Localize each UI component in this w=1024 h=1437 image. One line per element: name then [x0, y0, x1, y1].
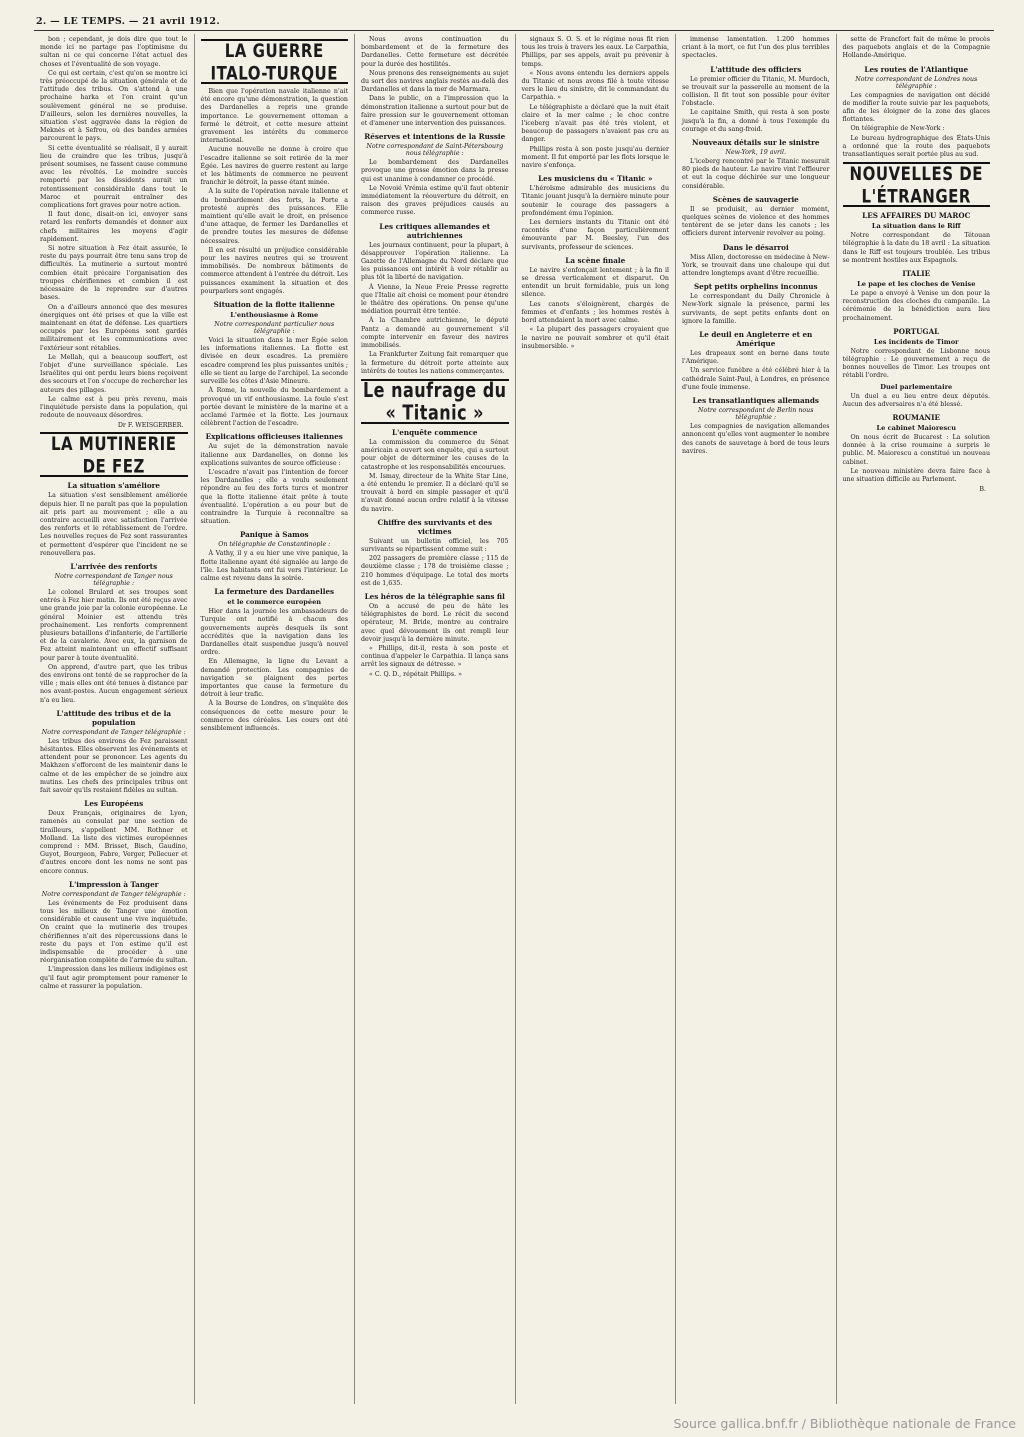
paragraph: Bien que l'opération navale italienne n'ait été encore qu'une démonstration, la question des Dardanelles a repris une grande importance. Le gouvernement ottoman a fermé le détroit, et cette mesure atteint gravement les intérêts du commerce international.	[200, 88, 348, 145]
section-subhead: Dans le désarroi	[722, 242, 789, 252]
section-subhead: La situation s'améliore	[67, 481, 160, 491]
article-headline	[40, 432, 188, 477]
section-subhead: Les routes de l'Atlantique	[864, 64, 969, 74]
paragraph: L'escadre n'avait pas l'intention de forcer les Dardanelles ; elle a voulu seulement répondre au feu des forts turcs et montrer que la flotte italienne était prête à toute éventualité. L'opération a eu pour but de contraindre la Turquie à reconnaître sa situation.	[200, 468, 348, 526]
paragraph: Nous avons continuation du bombardement et de la fermeture des Dardanelles. Cette fermeture est décrétée pour la durée des hostilités.	[361, 36, 509, 68]
paragraph: Les événements de Fez produisent dans tous les milieux de Tanger une émotion considérable et causent une vive inquiétude. On craint que la mutinerie des troupes chérifiennes n'ait des répercussions dans le reste du pays et l'on estime qu'il est indispensable de procéder à une réorganisation complète de l'armée du sultan.	[40, 899, 188, 965]
paragraph: Le télégraphiste a déclaré que la nuit était claire et la mer calme ; le choc contre l'iceberg n'avait pas été très violent, et beaucoup de passagers n'avaient pas cru au danger.	[521, 103, 669, 144]
section-subhead: Les critiques allemandes et autrichiennes	[379, 221, 491, 240]
paragraph: Le bureau hydrographique des États-Unis a ordonné que la route des paquebots transatlantiques serait portée plus au sud.	[842, 134, 990, 159]
section-subhead: Les héros de la télégraphie sans fil	[364, 591, 505, 601]
column-5	[676, 34, 837, 1404]
paragraph: On a d'ailleurs annoncé que des mesures énergiques ont été prises et que la ville est maintenant en état de défense. Les quartiers occupés par les Européens sont gardés militairement et les communications avec l'extérieur sont rétablies.	[40, 303, 188, 352]
column-1	[34, 34, 195, 1404]
section-subhead: Panique à Samos	[239, 530, 309, 540]
columns	[34, 34, 996, 1404]
paragraph: Aucune nouvelle ne donne à croire que l'escadre italienne se soit retirée de la mer Égée. Les navires de guerre restent au large et les bâtiments de commerce ne peuvent franchir le détroit, la passe étant minée.	[200, 146, 348, 187]
paragraph: M. Ismay, directeur de la White Star Line, a été entendu le premier. Il a déclaré qu'il se trouvait à bord en simple passager et qu'il n'avait donné aucun ordre relatif à la vitesse du navire.	[361, 472, 509, 513]
paragraph: La situation s'est sensiblement améliorée depuis hier. Il ne paraît pas que la population ait pris part au mouvement ; elle a au contraire accueilli avec satisfaction l'arrivée des renforts et le rétablissement de l'ordre. Les nouvelles reçues de Fez sont rassurantes et permettent d'espérer que l'incident ne se renouvellera pas.	[40, 492, 188, 557]
paragraph: À Vienne, la Neue Freie Presse regrette que l'Italie ait choisi ce moment pour étendre le théâtre des opérations. On pense qu'une médiation pourrait être tentée.	[361, 283, 509, 316]
paragraph: « C. Q. D., répétait Phillips. »	[369, 670, 462, 678]
paragraph: « La plupart des passagers croyaient que le navire ne pouvait sombrer et qu'il était insubmersible. »	[521, 326, 669, 350]
section-subhead-secondary: L'enthousiasme à Rome	[230, 311, 319, 320]
section-subhead: Situation de la flotte italienne	[213, 300, 335, 310]
paragraph: Le Novoié Vrémia estime qu'il faut obtenir immédiatement la réouverture du détroit, en raison des graves préjudices causés au commerce russe.	[361, 184, 509, 217]
paragraph: Il faut donc, disait-on ici, envoyer sans retard les renforts demandés et donner aux chefs militaires les moyens d'agir rapidement.	[40, 211, 188, 243]
paragraph: Au sujet de la démonstration navale italienne aux Dardanelles, on donne les explications suivantes de source officieuse :	[200, 443, 348, 467]
dispatch-intro: New-York, 19 avril.	[725, 149, 787, 157]
column-3	[355, 34, 516, 1404]
paragraph: Les drapeaux sont en berne dans toute l'Amérique.	[682, 350, 830, 366]
section-subhead: LES AFFAIRES DU MAROC	[862, 211, 971, 221]
article-headline	[843, 162, 991, 207]
paragraph: Le colonel Brulard et ses troupes sont entrés à Fez hier matin. Ils ont été reçus avec une grande joie par la colonie européenne. Le général Moinier est attendu très prochainement. Les renforts comprennent plusieurs bataillons d'infanterie, de l'artillerie et de la cavalerie. Avec eux, la garnison de Fez atteint maintenant un effectif suffisant pour parer à toute éventualité.	[40, 588, 188, 662]
paragraph: Voici la situation dans la mer Égée selon les informations italiennes. La flotte est divisée en deux escadres. La première escadre comprend les plus puissantes unités ; elle se tient au large de l'archipel. La seconde surveille les côtes d'Asie Mineure.	[200, 337, 348, 386]
paragraph: « Phillips, dit-il, resta à son poste et continua d'appeler le Carpathia. Il lança sans arrêt les signaux de détresse. »	[361, 644, 509, 669]
dispatch-intro: Notre correspondant de Berlin nous télégraphie :	[698, 407, 814, 422]
paragraph: signaux S. O. S. et le régime nous fit rien tous les trois à travers les eaux. Le Carpathia, Phillips, par ses appels, avait pu prévenir à temps.	[521, 36, 669, 68]
section-subhead: Nouveaux détails sur le sinistre	[692, 138, 820, 148]
paragraph: On a accusé de peu de hâte les télégraphistes de bord. Le récit du second opérateur, M. Bride, montre au contraire avec quel dévouement ils ont rempli leur devoir jusqu'à la dernière minute.	[361, 602, 509, 643]
section-subhead: Les Européens	[84, 799, 144, 809]
section-subhead: La fermeture des Dardanelles	[214, 587, 335, 597]
paragraph: Le calme est à peu près revenu, mais l'inquiétude persiste dans la population, qui redoute de nouveaux désordres.	[40, 395, 188, 420]
paragraph: Ce qui est certain, c'est qu'on se montre ici très préoccupé de la situation générale et de l'attitude des tribus. On s'attend à une prochaine harka et l'on craint qu'un soulèvement général ne se produise. D'ailleurs, selon les dernières nouvelles, la situation s'est aggravée dans la région de Meknès et à Sefrou, où des bandes armées parcourent le pays.	[40, 69, 188, 143]
dispatch-intro: On télégraphie de Constantinople :	[218, 541, 331, 549]
paragraph: On apprend, d'autre part, que les tribus des environs ont tenté de se rapprocher de la ville ; mais elles ont été tenues à distance par nos avant-postes. Aucun engagement sérieux n'a eu lieu.	[40, 663, 188, 704]
section-subhead-secondary: La situation dans le Riff	[871, 222, 961, 231]
column-4	[516, 34, 677, 1404]
section-subhead-secondary: Les incidents de Timor	[873, 337, 959, 346]
paragraph: Les compagnies de navigation allemandes annoncent qu'elles vont augmenter le nombre des canots de sauvetage à bord de tous leurs navires.	[682, 423, 830, 455]
paragraph: immense lamentation. 1.200 hommes criant à la mort, ce fut l'un des plus terribles spectacles.	[682, 36, 830, 60]
paragraph: Dans le public, on a l'impression que la démonstration italienne a surtout pour but de faire pression sur le gouvernement ottoman et d'amener une intervention des puissances.	[361, 95, 509, 128]
paragraph: Il en est résulté un préjudice considérable pour les navires neutres qui se trouvent immobilisés. De nombreux bâtiments de commerce attendent à l'entrée du détroit. Les puissances examinent la situation et des pourparlers sont engagés.	[200, 246, 348, 295]
paragraph: À la Bourse de Londres, on s'inquiète des conséquences de cette mesure pour le commerce des céréales. Les cours ont été sensiblement influencés.	[200, 700, 348, 732]
article-headline	[201, 39, 349, 84]
headline-text: LA GUERRE ITALO-TURQUE	[210, 39, 338, 85]
section-subhead: L'arrivée des renforts	[70, 561, 158, 571]
section-subhead-secondary: et le commerce européen	[227, 598, 322, 607]
paragraph: Le correspondant du Daily Chronicle à New-York signale la présence, parmi les survivants, de sept petits enfants dont on ignore la famille.	[682, 293, 830, 325]
section-subhead: La scène finale	[565, 255, 626, 265]
column-2	[195, 34, 356, 1404]
headline-text: NOUVELLES DE L'ÉTRANGER	[849, 162, 983, 208]
paragraph: Les compagnies de navigation ont décidé de modifier la route suivie par les paquebots, afin de les éloigner de la zone des glaces flottantes.	[842, 91, 990, 124]
dispatch-intro: Notre correspondant particulier nous télégraphie :	[214, 321, 335, 336]
paragraph: Les journaux continuent, pour la plupart, à désapprouver l'opération italienne. La Gazette de l'Allemagne du Nord déclare que les puissances ont intérêt à voir rétablir au plus tôt la liberté de navigation.	[361, 241, 509, 282]
section-subhead-secondary: Le cabinet Maiorescu	[876, 424, 957, 433]
paragraph: Deux Français, originaires de Lyon, ramenés au consulat par une section de tirailleurs, s'appellent MM. Rothner et Molland. La liste des victimes européennes comprend : MM. Brisset, Bisch, Gaudino, Guyot, Bourgeon, Fabre, Verger, Pellecuer et d'autres encore dont les noms ne sont pas encore connus.	[40, 810, 188, 875]
paragraph: Il se produisit, au dernier moment, quelques scènes de violence et des hommes tentèrent de se jeter dans les canots ; les officiers durent intervenir revolver au poing.	[682, 205, 830, 238]
section-subhead: L'attitude des officiers	[710, 64, 802, 74]
paragraph: Un service funèbre a été célébré hier à la cathédrale Saint-Paul, à Londres, en présence d'une foule immense.	[682, 367, 830, 391]
paragraph: La commission du commerce du Sénat américain a ouvert son enquête, qui a surtout pour objet de déterminer les causes de la catastrophe et les responsabilités encourues.	[361, 438, 509, 471]
section-subhead: ROUMANIE	[892, 413, 940, 423]
running-head: 2. — LE TEMPS. — 21 avril 1912.	[36, 16, 220, 27]
paragraph: À Vathy, il y a eu hier une vive panique, la flotte italienne ayant été signalée au large de l'île. Les habitants ont fui vers l'intérieur. Le calme est revenu dans la soirée.	[200, 550, 348, 582]
section-subhead: Les musiciens du « Titanic »	[538, 174, 653, 184]
section-subhead: Le deuil en Angleterre et en Amérique	[699, 330, 813, 349]
paragraph: Notre correspondant de Lisbonne nous télégraphie : Le gouvernement a reçu de bonnes nouvelles de Timor. Les troupes ont rétabli l'ordre.	[842, 347, 990, 380]
section-subhead: Réserves et intentions de la Russie	[364, 132, 506, 142]
paragraph: « Nous avons entendu les derniers appels du Titanic et nous avons filé à toute vitesse vers le lieu du sinistre, dit le commandant du Carpathia. »	[521, 69, 669, 102]
paragraph: Le pape a envoyé à Venise un don pour la reconstruction des cloches du campanile. La cérémonie de la bénédiction aura lieu prochainement.	[842, 290, 990, 322]
paragraph: À la Chambre autrichienne, le député Pantz a demandé au gouvernement s'il compte intervenir en faveur des navires immobilisés.	[361, 317, 509, 350]
headline-text: LA MUTINERIE DE FEZ	[51, 432, 177, 478]
section-subhead: ITALIE	[902, 269, 931, 279]
section-subhead: Scènes de sauvagerie	[712, 194, 799, 204]
column-6	[837, 34, 997, 1404]
paragraph: Hier dans la journée les ambassadeurs de Turquie ont notifié à chacun des gouvernements auprès desquels ils sont accrédités que la navigation dans les Dardanelles était suspendue jusqu'à nouvel ordre.	[200, 608, 348, 657]
section-subhead: PORTUGAL	[893, 326, 940, 336]
section-subhead: Explications officieuses italiennes	[205, 432, 343, 442]
source-credit: Source gallica.bnf.fr / Bibliothèque nationale de France	[673, 1416, 1016, 1431]
paragraph: Miss Allen, doctoresse en médecine à New-York, se trouvait dans une chaloupe qui dut attendre longtemps avant d'être recueillie.	[682, 253, 830, 278]
signature: B.	[979, 486, 986, 494]
paragraph: sette de Francfort fait de même le procès des paquebots anglais et de la Compagnie Hollande-Amérique.	[842, 36, 990, 60]
paragraph: La Frankfurter Zeitung fait remarquer que la fermeture du détroit porte atteinte aux intérêts de toutes les nations commerçantes.	[361, 351, 509, 375]
paragraph: Le capitaine Smith, qui resta à son poste jusqu'à la fin, a donné à tous l'exemple du courage et du sang-froid.	[682, 109, 830, 133]
section-subhead-secondary: Le pape et les cloches de Venise	[857, 280, 976, 289]
paragraph: À Rome, la nouvelle du bombardement a provoqué un vif enthousiasme. La foule s'est portée devant le ministère de la marine et a acclamé l'armée et la flotte. Les journaux célèbrent l'action de l'escadre.	[200, 387, 348, 428]
paragraph: Si cette éventualité se réalisait, il y aurait lieu de craindre que les tribus, jusqu'à présent soumises, ne fassent cause commune avec les révoltés. Le moindre succès remporté par les dissidents aurait un retentissement considérable dans tout le Maroc et pourrait entraîner des complications fort graves pour notre action.	[40, 144, 188, 210]
signature: Dr F. WEISGERBER.	[117, 422, 184, 430]
paragraph: Le navire s'enfonçait lentement ; à la fin il se dressa verticalement et disparut. On entendit un bruit formidable, puis un long silence.	[521, 266, 669, 299]
paragraph: Les canots s'éloignèrent, chargés de femmes et d'enfants ; les hommes restés à bord attendaient la mort avec calme.	[521, 300, 669, 325]
paragraph: Le nouveau ministère devra faire face à une situation difficile au Parlement.	[842, 467, 990, 484]
headline-text: Le naufrage du « Titanic »	[362, 378, 507, 425]
dispatch-intro: Notre correspondant de Tanger télégraphie :	[41, 728, 186, 736]
paragraph: Un duel a eu lieu entre deux députés. Aucun des adversaires n'a été blessé.	[842, 392, 990, 408]
article-headline	[361, 379, 509, 424]
paragraph: L'iceberg rencontré par le Titanic mesurait 80 pieds de hauteur. Le navire vint l'effleurer et eut la coque déchirée sur une longueur considérable.	[682, 158, 830, 190]
dispatch-intro: Notre correspondant de Tanger nous télégraphie :	[54, 572, 173, 587]
section-subhead: L'attitude des tribus et de la population	[56, 708, 172, 727]
paragraph: 202 passagers de première classe ; 115 de deuxième classe ; 178 de troisième classe ; 210 hommes d'équipage. Le total des morts est de 1,635.	[361, 555, 509, 587]
paragraph: Si notre situation à Fez était assurée, le reste du pays pourrait être tenu sans trop de difficultés. La mutinerie a surtout montré combien était précaire l'organisation des troupes chérifiennes et combien il est nécessaire de la reprendre sur d'autres bases.	[40, 245, 188, 302]
dispatch-intro: Notre correspondant de Londres nous télégraphie :	[855, 75, 978, 90]
paragraph: Les tribus des environs de Fez paraissent hésitantes. Elles observent les événements et attendent pour se prononcer. Les agents du Makhzen s'efforcent de les maintenir dans le calme et de les empêcher de se joindre aux mutins. Les chefs des principales tribus ont fait savoir qu'ils restaient fidèles au sultan.	[40, 737, 188, 795]
paragraph: Les derniers instants du Titanic ont été racontés d'une façon particulièrement émouvante par M. Beesley, l'un des survivants, professeur de sciences.	[521, 219, 669, 251]
paragraph: bon ; cependant, je dois dire que tout le monde ici ne partage pas l'optimisme du sultan ni ce qui concerne l'état actuel des choses et l'éventualité de son voyage.	[40, 36, 188, 68]
paragraph: Le Mellah, qui a beaucoup souffert, est l'objet d'une surveillance spéciale. Les Israélites qui ont perdu leurs biens reçoivent des secours et l'on s'occupe de rechercher les auteurs des pillages.	[40, 353, 188, 394]
paragraph: Notre correspondant de Tétouan télégraphie à la date du 18 avril : La situation dans le Riff est toujours troublée. Les tribus se montrent hostiles aux Espagnols.	[842, 232, 990, 264]
section-subhead: L'impression à Tanger	[69, 879, 159, 889]
section-subhead: L'enquête commence	[392, 427, 478, 437]
section-subhead-secondary: Duel parlementaire	[880, 382, 953, 391]
paragraph: Nous prenons des renseignements au sujet du sort des navires anglais restés au-delà des Dardanelles et dans la mer de Marmara.	[361, 69, 509, 94]
paragraph: On télégraphie de New-York :	[850, 125, 945, 133]
dispatch-intro: Notre correspondant de Tanger télégraphie :	[41, 890, 186, 898]
dispatch-intro: Notre correspondant de Saint-Pétersbourg nous télégraphie :	[366, 143, 504, 158]
section-subhead: Sept petits orphelins inconnus	[693, 282, 818, 292]
paragraph: Le premier officier du Titanic, M. Murdoch, se trouvait sur la passerelle au moment de la collision. Il fit tout son possible pour éviter l'obstacle.	[682, 75, 830, 108]
paragraph: On nous écrit de Bucarest : La solution donnée à la crise roumaine a surpris le public. M. Maiorescu a constitué un nouveau cabinet.	[842, 434, 990, 466]
paragraph: À la suite de l'opération navale italienne et du bombardement des forts, la Porte a protesté auprès des puissances. Elle maintient qu'elle avait le droit, en présence d'une attaque, de fermer les Dardanelles et de prendre toutes les mesures de défense nécessaires.	[200, 188, 348, 245]
paragraph: Suivant un bulletin officiel, les 705 survivants se répartissent comme suit :	[361, 537, 509, 553]
paragraph: Phillips resta à son poste jusqu'au dernier moment. Il fut emporté par les flots lorsque le navire s'enfonça.	[521, 145, 669, 170]
paragraph: En Allemagne, la ligne du Levant a demandé protection. Les compagnies de navigation se plaignent des pertes importantes que cause la fermeture du détroit à leur trafic.	[200, 658, 348, 699]
paragraph: L'impression dans les milieux indigènes est qu'il faut agir promptement pour ramener le calme et rassurer la population.	[40, 966, 188, 990]
paragraph: Le bombardement des Dardanelles provoque une grosse émotion dans la presse qui est unanime à condamner ce procédé.	[361, 159, 509, 183]
section-subhead: Les transatlantiques allemands	[692, 396, 819, 406]
section-subhead: Chiffre des survivants et des victimes	[377, 517, 493, 536]
top-rule	[34, 30, 994, 31]
paragraph: L'héroïsme admirable des musiciens du Titanic jouant jusqu'à la dernière minute pour soutenir le courage des passagers a profondément ému l'opinion.	[521, 185, 669, 217]
